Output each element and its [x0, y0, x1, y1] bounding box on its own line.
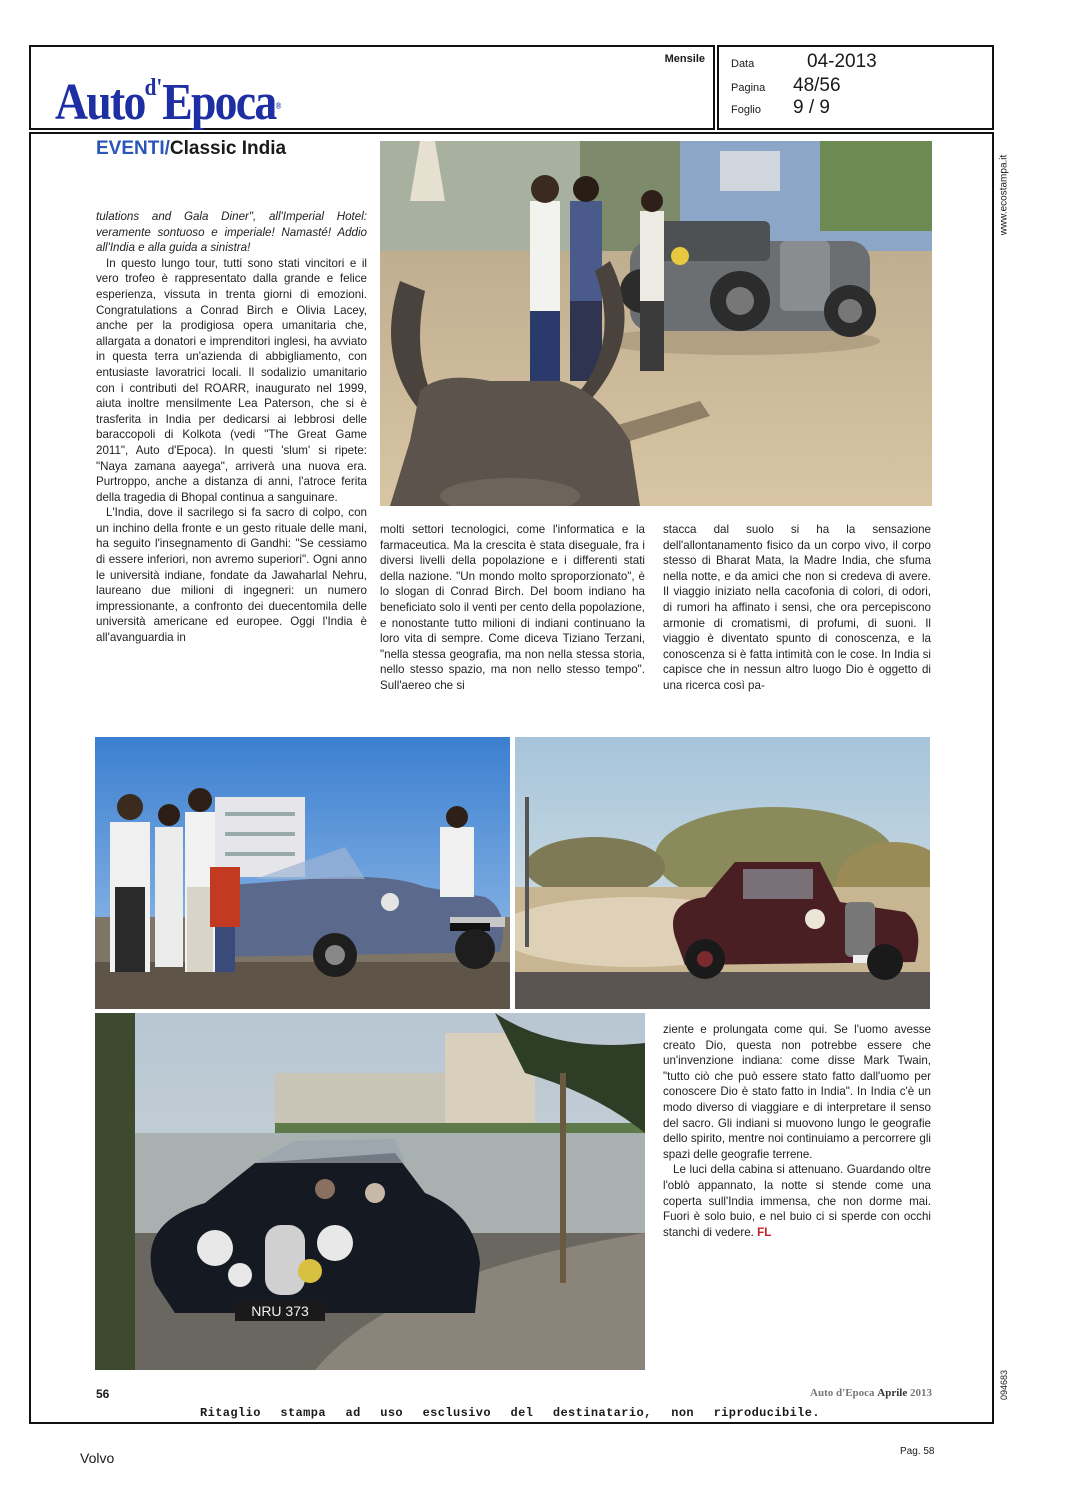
notice-word: non: [671, 1406, 695, 1420]
photo-mercedes-with-crowd: [95, 737, 510, 1009]
side-url: www.ecostampa.it: [998, 154, 1010, 236]
paragraph: molti settori tecnologici, come l'informatica e la farmaceutica. Ma la crescita è stata diseguale, fra i diversi livelli della popolazione e i differenti stati della nazione. "Un mondo molto sproporzionato", è lo slogan di Conrad Birch. Del boom indiano ha beneficiato solo il venti per cento della popolazione, e nonostante tutto milioni di indiani continuano la loro vita di sempre. Come diceva Tiziano Terzani, "nella stessa geografia, ma non nella stessa storia, nello stesso spazio, ma non nello stesso tempo". Sull'aereo che si: [380, 523, 645, 692]
meta-row-sheet: [731, 97, 830, 119]
meta-value: 9 / 9: [793, 97, 830, 118]
masthead-box: [29, 45, 715, 130]
section-name: Classic India: [169, 138, 287, 159]
magazine-logo: Auto$^{d'}$Epoca®: [55, 74, 280, 131]
number-plate: NRU 373: [251, 1303, 309, 1319]
notice-word: stampa: [280, 1406, 326, 1420]
photo-saloon-on-dusty-road: [515, 737, 930, 1009]
article-column-3: [663, 522, 931, 694]
meta-label: Foglio: [731, 104, 761, 116]
section-kicker: EVENTI/: [96, 138, 170, 159]
notice-word: esclusivo: [422, 1406, 491, 1420]
meta-label: Data: [731, 58, 755, 70]
paragraph: Le luci della cabina si attenuano. Guardando oltre l'oblò appannato, la notte si stende come una coperta sull'India immensa, che non dorme mai. Fuori è solo buio, e nel buio ci si sperde con occhi stanchi di vedere. FL: [663, 1163, 931, 1239]
photo-cow-and-vintage-car: [380, 141, 932, 506]
frequency-label: Mensile: [664, 53, 705, 65]
side-code: 094683: [999, 1369, 1009, 1401]
client-name: Volvo: [80, 1450, 115, 1466]
notice-word: del: [510, 1406, 534, 1420]
press-meta-box: [717, 45, 994, 130]
page-folio: 56: [96, 1387, 110, 1401]
press-clipping-notice: [200, 1406, 820, 1420]
meta-row-page: [731, 75, 841, 97]
meta-value: 04-2013: [807, 51, 877, 72]
notice-word: uso: [380, 1406, 404, 1420]
article-column-1: [96, 209, 367, 646]
meta-label: Pagina: [731, 82, 766, 94]
notice-word: Ritaglio: [200, 1406, 261, 1420]
paragraph: In questo lungo tour, tutti sono stati vincitori e il vero trofeo è rappresentato dalla grande e felice esperienza, vissuta in trenta giorni di emozioni. Congratulations a Conrad Birch e Olivia Lacey, anche per la prodigiosa opera umanitaria che, allargata a donatori e imprenditori inglesi, ha avviato in questa terra un'azienda di abbigliamento, con entusiaste lavoratrici locali. Il sodalizio umanitario con i contributi del ROARR, inaugurato nel 1999, aiuta inoltre mensilmente Lea Paterson, che si è trasferita in India per dedicarsi ai lebbrosi delle baraccopoli di Kolkota (vedi "The Great Game 2011", Auto d'Epoca). In questi 'slum' si ripete: "Naya zamana aayega", arriverà una nuova era. Purtroppo, anche a distanza di anni, l'atroce ferita della tragedia di Bhopal continua a sanguinare.: [96, 256, 367, 504]
paragraph: stacca dal suolo si ha la sensazione dell'allontanamento fisico da un corpo vivo, il corpo stesso di Bharat Mata, la Madre India, che sfuma nella notte, e da amici che non si credeva di avere. Il viaggio iniziato nella cacofonia di colori, di odori, di rumori ha affinato i sensi, che ora percepiscono armonie di cromatismi, di profumi, di suoni. Il viaggio è diventato spunto di conoscenza, e la conoscenza si è fatta intimità con le cose. In India si capisce che in nessun altro luogo Dio è oggetto di una ricerca così pa-: [663, 523, 931, 692]
meta-value: 48/56: [793, 75, 841, 96]
meta-row-date: [731, 51, 877, 73]
section-title: [96, 138, 286, 160]
author-signature: FL: [757, 1225, 772, 1239]
paragraph: ziente e prolungata come qui. Se l'uomo avesse creato Dio, questa non potrebbe essere che un'invenzione indiana: come disse Mark Twain, "tutto ciò che può essere stato fatto dall'uomo per conoscere Dio è stato fatto in India". In India c'è un modo diverso di viaggiare e di interpretare il senso del sacro. Gli indiani si muovono lungo le geografie dello spirito, mentre noi continuiamo a percorrere gli spazi delle geografie terrene.: [663, 1023, 931, 1161]
notice-word: riproducibile.: [713, 1406, 820, 1420]
paragraph: tulations and Gala Diner", all'Imperial Hotel: veramente sontuoso e imperiale! Namasté! Addio all'India e alla guida a sinistra!: [96, 210, 367, 255]
article-column-4: [663, 1022, 931, 1240]
paragraph: L'India, dove il sacrilego si fa sacro di colpo, con un inchino della fronte e un gesto rituale delle mani, ha seguito l'insegnamento di Gandhi: "Se cessiamo di essere inferiori, non avremo superiori". Ogni anno le università indiane, fondate da Jawaharlal Nehru, laureano due milioni di ingegneri: un numero impressionante, a confronto dei duecentomila delle università americane ed europee. Oggi l'India è all'avanguardia in: [96, 506, 367, 645]
notice-word: destinatario,: [552, 1406, 652, 1420]
page-number: Pag. 58: [900, 1446, 935, 1457]
photo-jaguar-by-lake: [95, 1013, 645, 1370]
article-column-2: [380, 522, 645, 694]
notice-word: ad: [345, 1406, 361, 1420]
magazine-footer: Auto d'Epoca Aprile 2013: [810, 1387, 932, 1399]
